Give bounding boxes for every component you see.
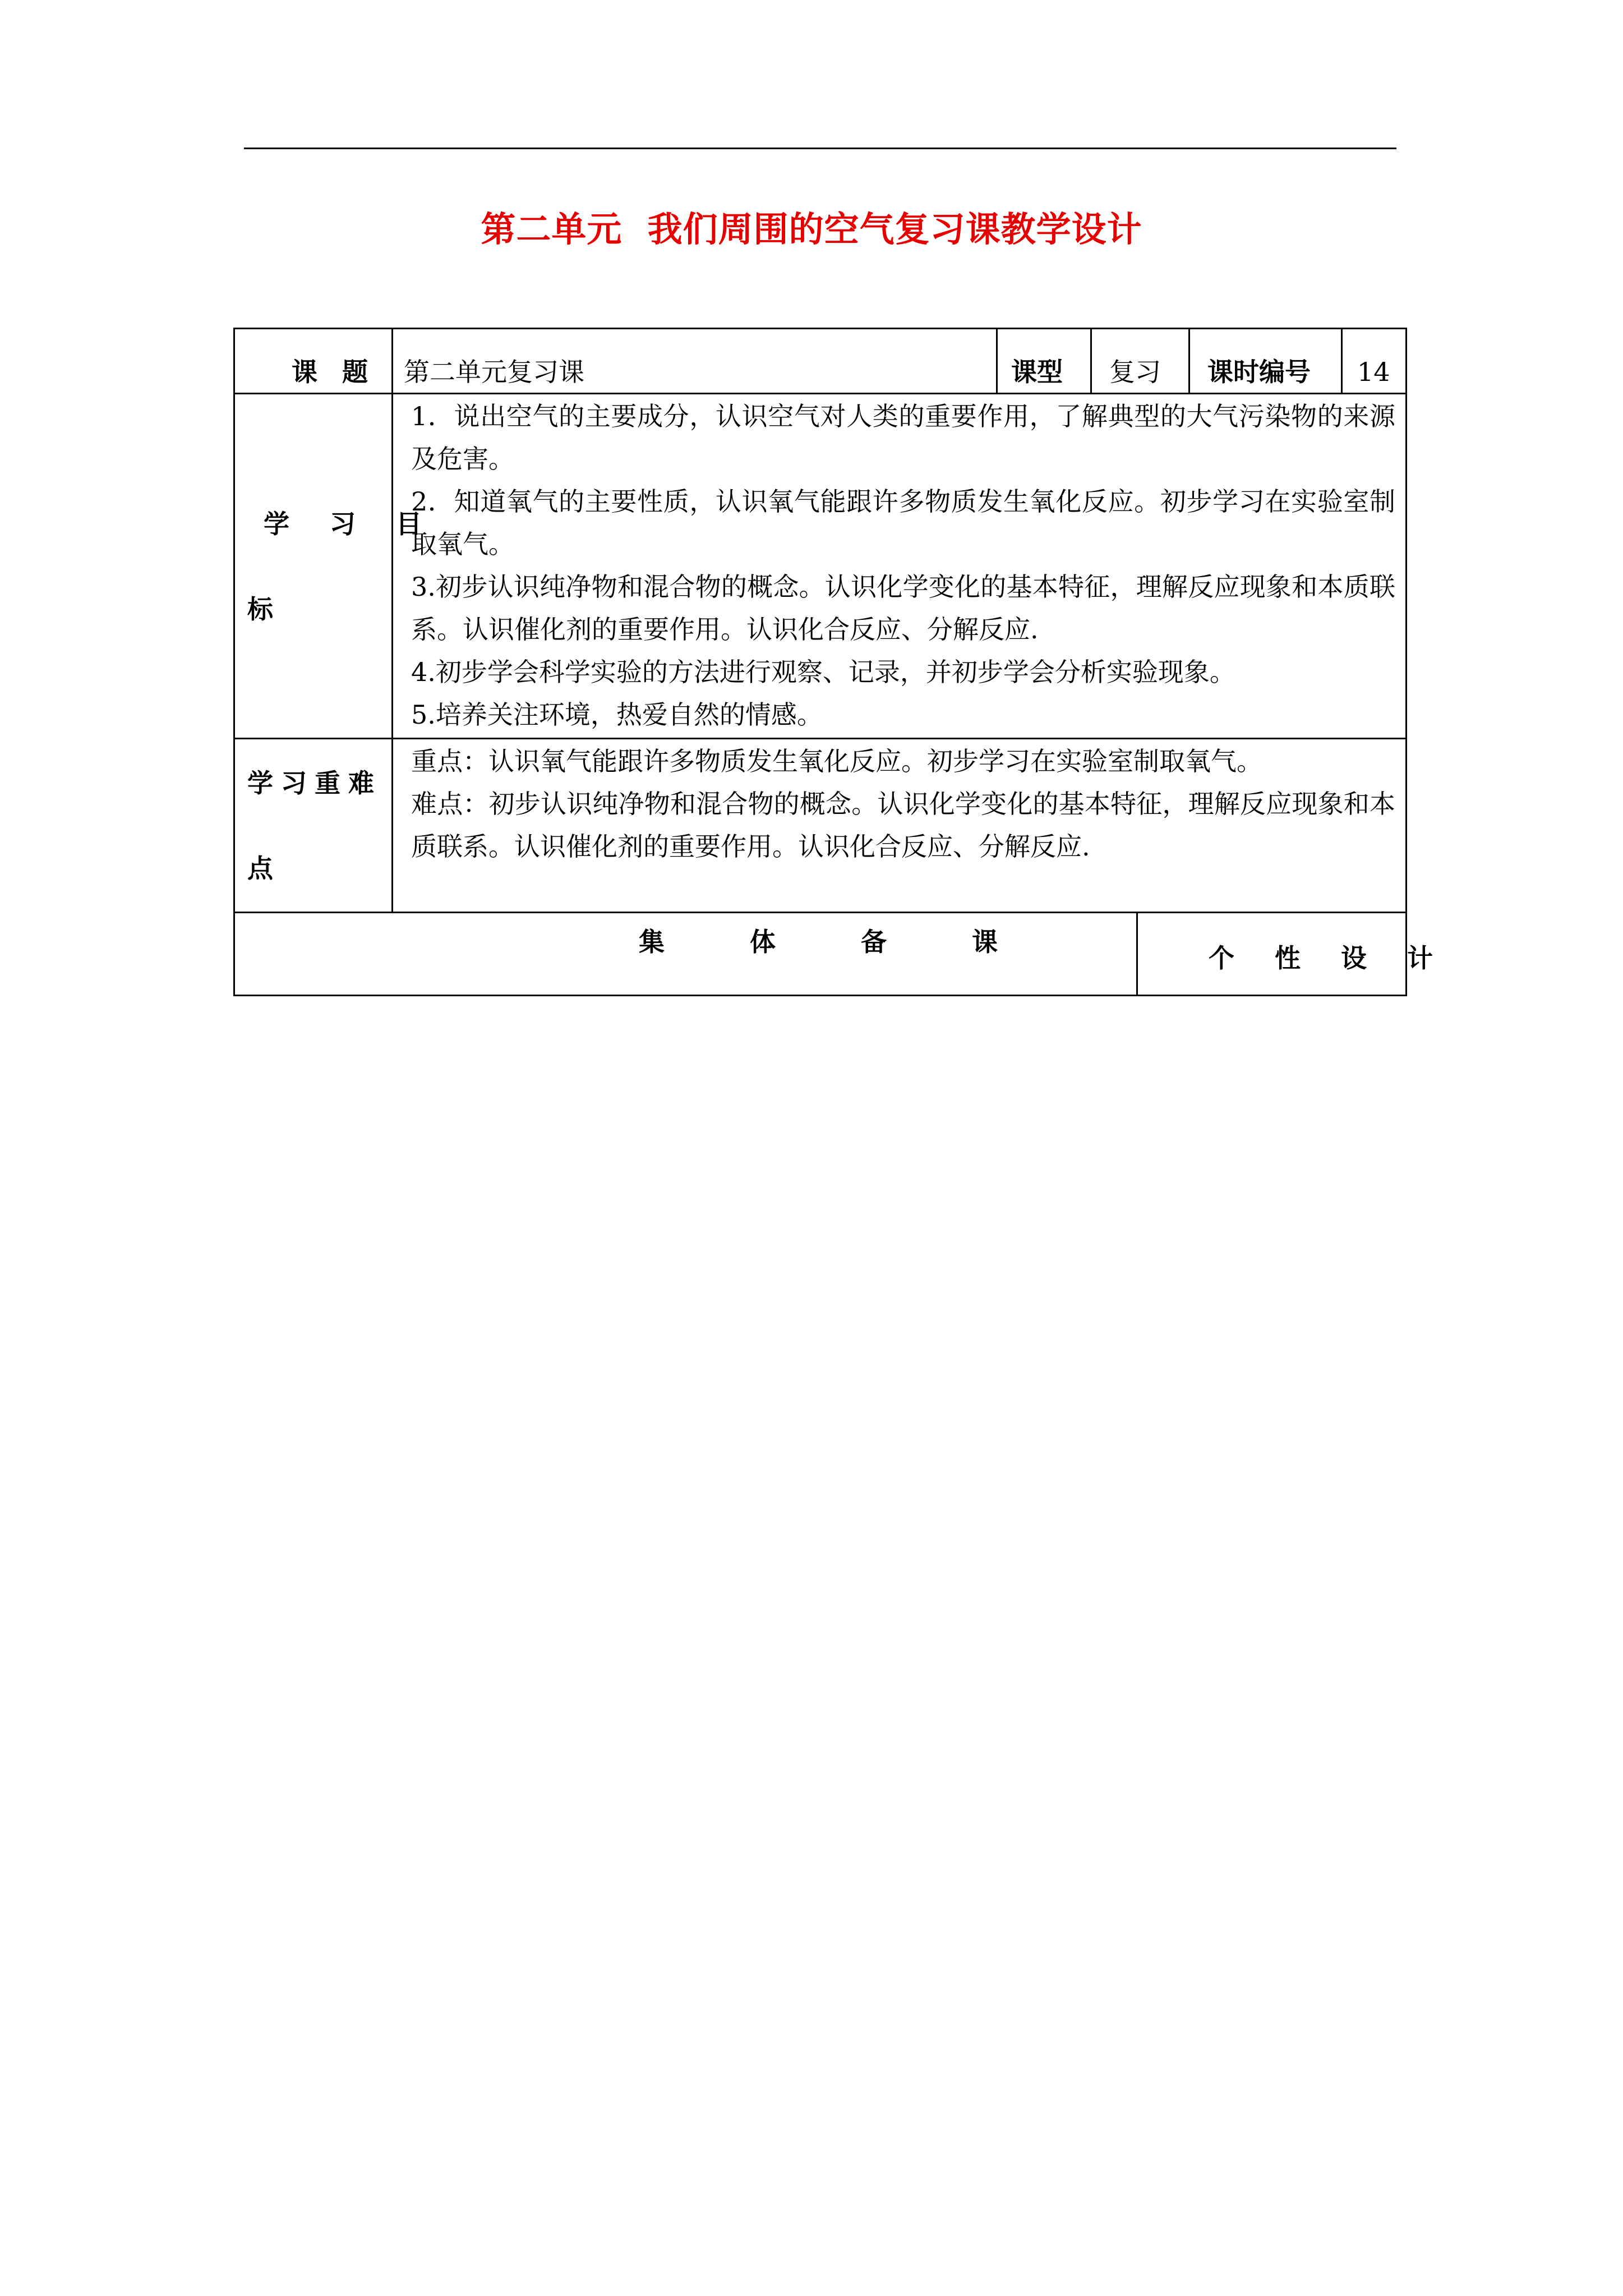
header-rule <box>244 148 1396 149</box>
label-topic: 课 题 <box>292 357 376 387</box>
row-divider <box>235 738 1405 739</box>
column-divider <box>1341 329 1343 393</box>
label-key-points-cont: 点 <box>247 853 273 884</box>
objective-item: 4.初步学会科学实验的方法进行观察、记录，并初步学会分析实验现象。 <box>411 657 1235 687</box>
column-divider <box>1136 912 1138 996</box>
collective-prep-header: 集 体 备 课 <box>639 927 1036 957</box>
column-divider <box>391 329 393 912</box>
personal-design-header: 个 性 设 计 <box>1209 943 1449 973</box>
label-objectives: 学 习 目 <box>264 509 438 539</box>
topic-value: 第二单元复习课 <box>404 357 584 387</box>
objective-item: 2．知道氧气的主要性质，认识氧气能跟许多物质发生氧化反应。初步学习在实验室制取氧气。 <box>411 486 1395 559</box>
lesson-type-value: 复习 <box>1109 357 1161 387</box>
row-divider <box>235 912 1405 913</box>
column-divider <box>1090 329 1092 393</box>
lesson-number-value: 14 <box>1357 357 1390 387</box>
objective-item: 5.培养关注环境，热爱自然的情感。 <box>411 700 823 730</box>
key-point-item: 重点：认识氧气能跟许多物质发生氧化反应。初步学习在实验室制取氧气。 <box>411 746 1262 776</box>
label-objectives-cont: 标 <box>247 594 273 624</box>
difficulty-item: 难点：初步认识纯净物和混合物的概念。认识化学变化的基本特征，理解反应现象和本质联系。认识催化剂的重要作用。认识化合反应、分解反应. <box>411 789 1395 862</box>
label-key-points: 学习重难 <box>247 768 382 798</box>
column-divider <box>996 329 998 393</box>
label-lesson-number: 课时编号 <box>1207 357 1311 387</box>
column-divider <box>1188 329 1190 393</box>
objective-item: 1．说出空气的主要成分，认识空气对人类的重要作用，了解典型的大气污染物的来源及危害。 <box>411 401 1395 474</box>
objective-item: 3.初步认识纯净物和混合物的概念。认识化学变化的基本特征，理解反应现象和本质联系。认识催化剂的重要作用。认识化合反应、分解反应. <box>411 572 1395 645</box>
document-title: 第二单元 我们周围的空气复习课教学设计 <box>481 209 1142 250</box>
label-lesson-type: 课型 <box>1011 357 1063 387</box>
